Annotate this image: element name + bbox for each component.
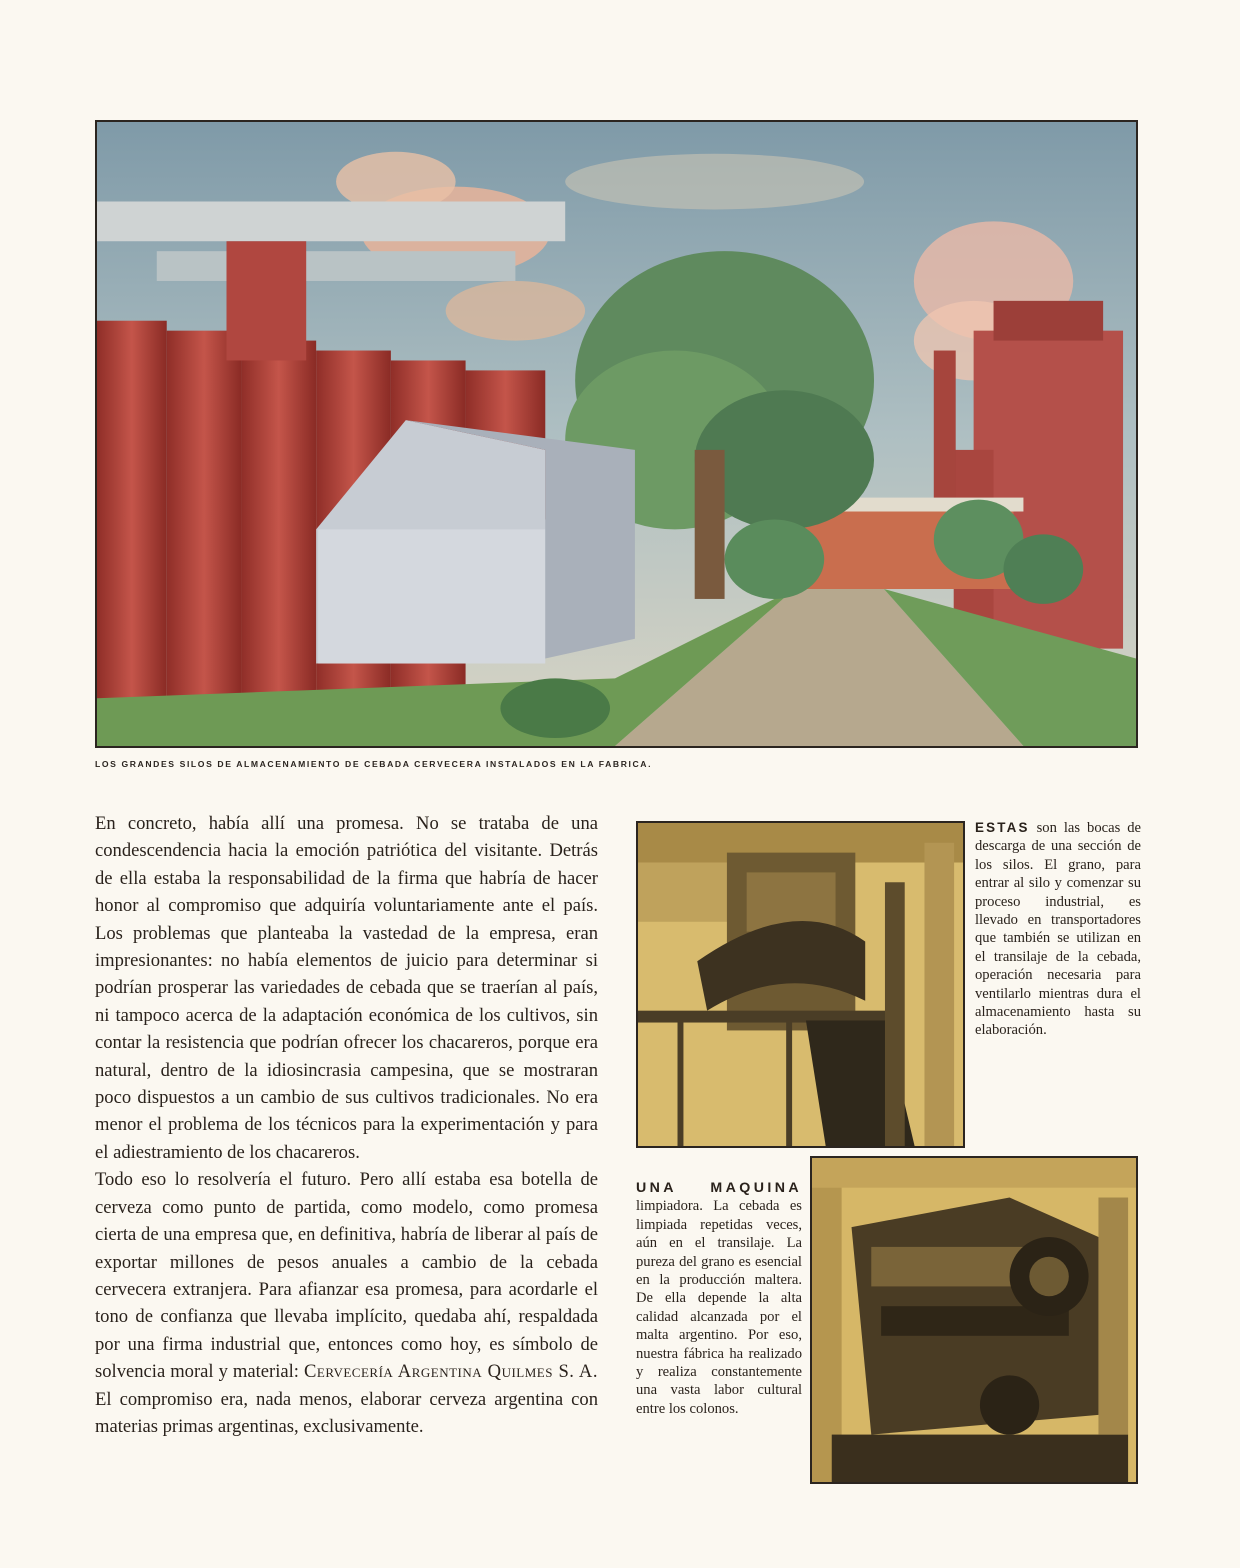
cleaning-machine-photo (810, 1156, 1138, 1484)
illustration-caption: LOS GRANDES SILOS DE ALMACENAMIENTO DE CEBADA CERVECERA INSTALADOS EN LA FABRICA. (95, 759, 653, 769)
article-paragraph-1: En concreto, había allí una promesa. No se trataba de una condescendencia hacia la emoción patriótica del visitante. Detrás de ella estaba la responsabilidad de la firma que habría de hacer honor al compromiso que adquiría voluntariamente ante el país. Los problemas que planteaba la vastedad de la empresa, eran impresionantes: no había elementos de juicio para determinar si podrían prosperar las variedades de cebada que se traerían al país, ni tampoco acerca de la adaptación económica de los cultivos, sin contar la resistencia que podrían ofrecer los chacareros, porque era natural, dentro de la idiosincrasia campesina, que se mostraran poco dispuestos a un cambio de sus cultivos tradicionales. No era menor el problema de los técnicos para la experimentación y para el adiestramiento de los chacareros. (95, 813, 598, 1163)
company-name: Cervecería Argentina Quilmes S. A. (304, 1361, 599, 1383)
cleaning-machine-caption (636, 1179, 802, 1418)
paragraph-2-start: Todo eso lo resolvería el futuro. Pero allí estaba esa botella de cerveza como punto de partida, como modelo, como promesa cierta de una empresa que, en definitiva, habría de liberar al país de exportar millones de pesos anuales a cambio de la cebada cervecera extranjera. Para afianzar esa promesa, para acordarle el tono de confianza que llevaba implícito, quedaba ahí, respaldada por una firma industrial que, entonces como hoy, es símbolo de solvencia moral y material: (95, 1169, 598, 1383)
cleaning-machine-caption-lead: UNA MAQUINA (636, 1180, 802, 1196)
silo-outlets-caption (975, 819, 1141, 1040)
article-body (95, 810, 598, 1440)
silo-outlets-photo (636, 821, 965, 1148)
cleaning-machine-caption-text: limpiadora. La cebada es limpiada repetidas veces, aún en el transilaje. La pureza del grano es esencial en la producción maltera. De ella depende la alta calidad alcanzada por el malta argentino. Por eso, nuestra fábrica ha realizado y realiza constantemente una vasta labor cultural entre los colonos. (636, 1198, 802, 1417)
article-paragraph-2 (95, 1166, 598, 1440)
paragraph-2-end: El compromiso era, nada menos, elaborar cerveza argentina con materias primas argentinas, exclusivamente. (95, 1388, 598, 1437)
silo-outlets-caption-text: son las bocas de descarga de una sección de los silos. El grano, para entrar al silo y comenzar su proceso industrial, es llevado en transportadores que también se utilizan en el transilaje de la cebada, operación necesaria para ventilarlo mientras dura el almacenamiento hasta su elaboración. (975, 820, 1141, 1039)
silo-outlets-caption-lead: ESTAS (975, 820, 1030, 835)
factory-silos-painting (95, 120, 1138, 748)
